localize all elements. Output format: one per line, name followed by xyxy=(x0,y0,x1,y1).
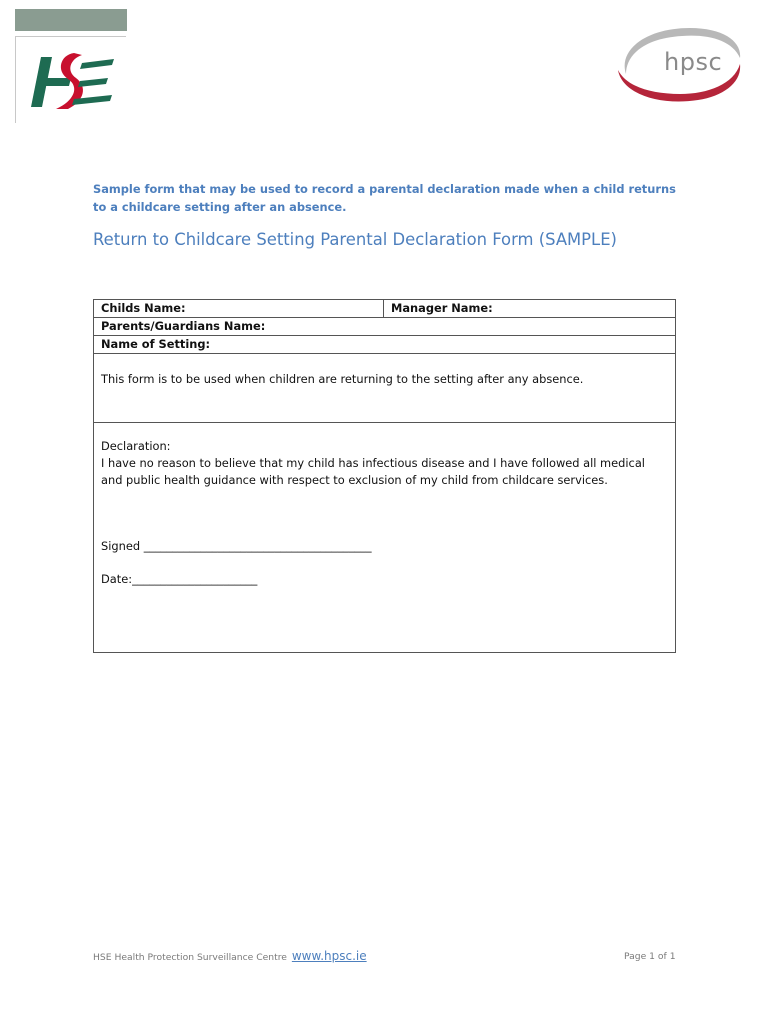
hse-logo-graphic xyxy=(16,37,126,123)
form-row-parents xyxy=(94,318,675,336)
hse-logo-e-mid xyxy=(78,78,108,87)
setting-name-field[interactable]: Name of Setting: xyxy=(101,337,211,351)
form-row-declaration xyxy=(94,423,675,652)
footer-website-link[interactable]: www.hpsc.ie xyxy=(291,949,367,963)
form-notice: This form is to be used when children are returning to the setting after any absence. xyxy=(101,372,584,386)
hse-logo-e-top xyxy=(80,59,114,69)
manager-name-field[interactable]: Manager Name: xyxy=(391,301,493,315)
signature-field[interactable]: Signed ________________________________________ xyxy=(101,539,372,553)
footer-org xyxy=(93,949,367,963)
declaration-form-table xyxy=(93,299,676,653)
intro-text: Sample form that may be used to record a parental declaration made when a child returns to a childcare setting after an absence. xyxy=(93,182,676,214)
hpsc-logo-text: hpsc xyxy=(664,48,723,76)
date-field[interactable]: Date:______________________ xyxy=(101,572,258,586)
footer-org-name: HSE Health Protection Surveillance Centre xyxy=(93,952,287,963)
form-row-notice xyxy=(94,354,675,423)
footer-page-number: Page 1 of 1 xyxy=(624,951,676,962)
form-row-setting xyxy=(94,336,675,354)
hse-banner xyxy=(15,9,127,31)
parents-name-field[interactable]: Parents/Guardians Name: xyxy=(101,319,266,333)
hse-logo xyxy=(15,36,126,123)
declaration-heading: Declaration: xyxy=(101,439,171,453)
hse-logo-h-bar xyxy=(43,78,71,86)
declaration-section xyxy=(94,423,675,652)
childs-name-field[interactable]: Childs Name: xyxy=(94,300,384,317)
form-row-names xyxy=(94,300,675,318)
page-title: Return to Childcare Setting Parental Declaration Form (SAMPLE) xyxy=(93,230,617,249)
declaration-line-1: I have no reason to believe that my child has infectious disease and I have followed all medical xyxy=(101,456,645,470)
declaration-line-2: and public health guidance with respect to exclusion of my child from childcare services. xyxy=(101,473,608,487)
